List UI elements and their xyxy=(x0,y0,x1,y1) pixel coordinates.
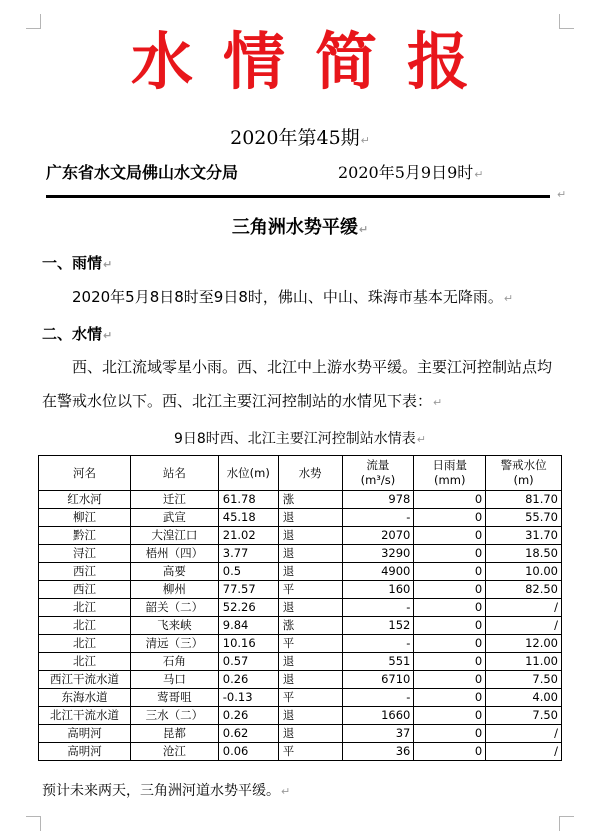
table-row xyxy=(39,689,562,707)
cell-level: 77.57 xyxy=(218,581,278,599)
table-caption: 9日8时西、北江主要江河控制站水情表↵ xyxy=(173,431,427,447)
footer-forecast: 预计未来两天，三角洲河道水势平缓。↵ xyxy=(42,783,291,799)
table-row xyxy=(39,563,562,581)
cell-level: 52.26 xyxy=(218,599,278,617)
cell-rainfall: 0 xyxy=(414,635,486,653)
cell-flow: - xyxy=(342,509,414,527)
cell-level: 0.26 xyxy=(218,671,278,689)
cell-trend: 退 xyxy=(278,527,342,545)
cell-rainfall: 0 xyxy=(414,545,486,563)
cell-warning-level: 31.70 xyxy=(486,527,562,545)
cell-river: 北江 xyxy=(39,635,131,653)
cell-station: 韶关（二） xyxy=(130,599,218,617)
cell-warning-level: / xyxy=(486,617,562,635)
cell-rainfall: 0 xyxy=(414,689,486,707)
cell-rainfall: 0 xyxy=(414,563,486,581)
table-row xyxy=(39,725,562,743)
cell-rainfall: 0 xyxy=(414,509,486,527)
cell-flow: 37 xyxy=(342,725,414,743)
cell-rainfall: 0 xyxy=(414,617,486,635)
cell-warning-level: 82.50 xyxy=(486,581,562,599)
cell-rainfall: 0 xyxy=(414,491,486,509)
corner-mark-bottom-left xyxy=(26,816,41,831)
cell-river: 北江 xyxy=(39,617,131,635)
cell-station: 莺哥咀 xyxy=(130,689,218,707)
cell-level: 0.62 xyxy=(218,725,278,743)
table-row xyxy=(39,707,562,725)
cell-station: 迁江 xyxy=(130,491,218,509)
cell-station: 清远（三） xyxy=(130,635,218,653)
cell-flow: 36 xyxy=(342,743,414,761)
cell-river: 柳江 xyxy=(39,509,131,527)
cell-river: 西江干流水道 xyxy=(39,671,131,689)
cell-river: 浔江 xyxy=(39,545,131,563)
cell-rainfall: 0 xyxy=(414,671,486,689)
table-row xyxy=(39,743,562,761)
cell-river: 西江 xyxy=(39,581,131,599)
cell-trend: 退 xyxy=(278,545,342,563)
cell-warning-level: / xyxy=(486,599,562,617)
headline: 三角洲水势平缓↵ xyxy=(231,217,369,238)
cell-river: 黔江 xyxy=(39,527,131,545)
cell-level: 10.16 xyxy=(218,635,278,653)
cell-river: 红水河 xyxy=(39,491,131,509)
cell-river: 北江干流水道 xyxy=(39,707,131,725)
cell-rainfall: 0 xyxy=(414,743,486,761)
table-row xyxy=(39,635,562,653)
cell-river: 西江 xyxy=(39,563,131,581)
cell-flow: - xyxy=(342,689,414,707)
cell-flow: - xyxy=(342,635,414,653)
table-row xyxy=(39,599,562,617)
header-river: 河名 xyxy=(39,456,131,491)
cell-flow: 1660 xyxy=(342,707,414,725)
header-station: 站名 xyxy=(130,456,218,491)
cell-flow: 152 xyxy=(342,617,414,635)
cell-rainfall: 0 xyxy=(414,527,486,545)
cell-river: 北江 xyxy=(39,599,131,617)
cell-flow: 6710 xyxy=(342,671,414,689)
cell-river: 东海水道 xyxy=(39,689,131,707)
water-status-table xyxy=(38,455,562,761)
cell-station: 三水（二） xyxy=(130,707,218,725)
cell-warning-level: 4.00 xyxy=(486,689,562,707)
cell-warning-level: 18.50 xyxy=(486,545,562,563)
cell-trend: 退 xyxy=(278,509,342,527)
cell-warning-level: 11.00 xyxy=(486,653,562,671)
cell-trend: 退 xyxy=(278,725,342,743)
cell-level: -0.13 xyxy=(218,689,278,707)
section-water-heading: 二、水情↵ xyxy=(42,325,113,343)
cell-level: 0.26 xyxy=(218,707,278,725)
cell-station: 柳州 xyxy=(130,581,218,599)
cell-trend: 平 xyxy=(278,743,342,761)
table-row xyxy=(39,653,562,671)
cell-flow: 551 xyxy=(342,653,414,671)
cell-rainfall: 0 xyxy=(414,653,486,671)
cell-flow: 160 xyxy=(342,581,414,599)
cell-level: 21.02 xyxy=(218,527,278,545)
cell-warning-level: 81.70 xyxy=(486,491,562,509)
cell-trend: 涨 xyxy=(278,617,342,635)
section-water-text: 西、北江流域零星小雨。西、北江中上游水势平缓。主要江河控制站点均在警戒水位以下。西、北江主要江河控制站的水情见下表：↵ xyxy=(42,358,553,410)
cell-flow: 978 xyxy=(342,491,414,509)
report-date: 2020年5月9日9时↵ xyxy=(338,163,484,182)
cell-warning-level: / xyxy=(486,725,562,743)
cell-trend: 退 xyxy=(278,653,342,671)
header-rule xyxy=(46,195,550,198)
header-flow: 流量 (m³/s) xyxy=(342,456,414,491)
cell-river: 北江 xyxy=(39,653,131,671)
cell-station: 昆都 xyxy=(130,725,218,743)
cell-level: 61.78 xyxy=(218,491,278,509)
cell-flow: - xyxy=(342,599,414,617)
cell-warning-level: / xyxy=(486,743,562,761)
cell-warning-level: 7.50 xyxy=(486,707,562,725)
cell-trend: 退 xyxy=(278,599,342,617)
cell-level: 0.57 xyxy=(218,653,278,671)
cell-station: 马口 xyxy=(130,671,218,689)
cell-trend: 涨 xyxy=(278,491,342,509)
header-rainfall: 日雨量 (mm) xyxy=(414,456,486,491)
cell-trend: 平 xyxy=(278,689,342,707)
header-warning-level: 警戒水位 (m) xyxy=(486,456,562,491)
section-rain-text: 2020年5月8日8时至9日8时，佛山、中山、珠海市基本无降雨。↵ xyxy=(72,288,514,306)
organization: 广东省水文局佛山水文分局 xyxy=(46,163,239,182)
cell-rainfall: 0 xyxy=(414,599,486,617)
cell-level: 3.77 xyxy=(218,545,278,563)
section-rain-heading: 一、雨情↵ xyxy=(42,254,113,272)
cell-station: 梧州（四） xyxy=(130,545,218,563)
cell-station: 武宣 xyxy=(130,509,218,527)
cell-river: 高明河 xyxy=(39,725,131,743)
cell-river: 高明河 xyxy=(39,743,131,761)
cell-trend: 退 xyxy=(278,563,342,581)
cell-level: 9.84 xyxy=(218,617,278,635)
cell-station: 飞来峡 xyxy=(130,617,218,635)
cell-rainfall: 0 xyxy=(414,725,486,743)
cell-flow: 4900 xyxy=(342,563,414,581)
cell-warning-level: 10.00 xyxy=(486,563,562,581)
cell-level: 45.18 xyxy=(218,509,278,527)
table-row xyxy=(39,545,562,563)
header-trend: 水势 xyxy=(278,456,342,491)
table-row xyxy=(39,509,562,527)
table-row xyxy=(39,671,562,689)
document-title: 水情简报 xyxy=(130,25,499,98)
table-row xyxy=(39,581,562,599)
cell-trend: 平 xyxy=(278,581,342,599)
cell-trend: 退 xyxy=(278,707,342,725)
cell-warning-level: 12.00 xyxy=(486,635,562,653)
cell-trend: 平 xyxy=(278,635,342,653)
cell-station: 大湟江口 xyxy=(130,527,218,545)
cell-flow: 3290 xyxy=(342,545,414,563)
cell-trend: 退 xyxy=(278,671,342,689)
cell-rainfall: 0 xyxy=(414,581,486,599)
header-level: 水位(m) xyxy=(218,456,278,491)
cell-level: 0.5 xyxy=(218,563,278,581)
table-header-row xyxy=(39,456,562,491)
table-row xyxy=(39,527,562,545)
cell-station: 高要 xyxy=(130,563,218,581)
paragraph-mark: ↵ xyxy=(557,188,567,201)
cell-rainfall: 0 xyxy=(414,707,486,725)
cell-warning-level: 7.50 xyxy=(486,671,562,689)
cell-station: 沧江 xyxy=(130,743,218,761)
issue-number: 2020年第45期↵ xyxy=(230,127,370,149)
cell-warning-level: 55.70 xyxy=(486,509,562,527)
corner-mark-bottom-right xyxy=(559,816,574,831)
table-row xyxy=(39,617,562,635)
cell-level: 0.06 xyxy=(218,743,278,761)
cell-flow: 2070 xyxy=(342,527,414,545)
cell-station: 石角 xyxy=(130,653,218,671)
table-row xyxy=(39,491,562,509)
